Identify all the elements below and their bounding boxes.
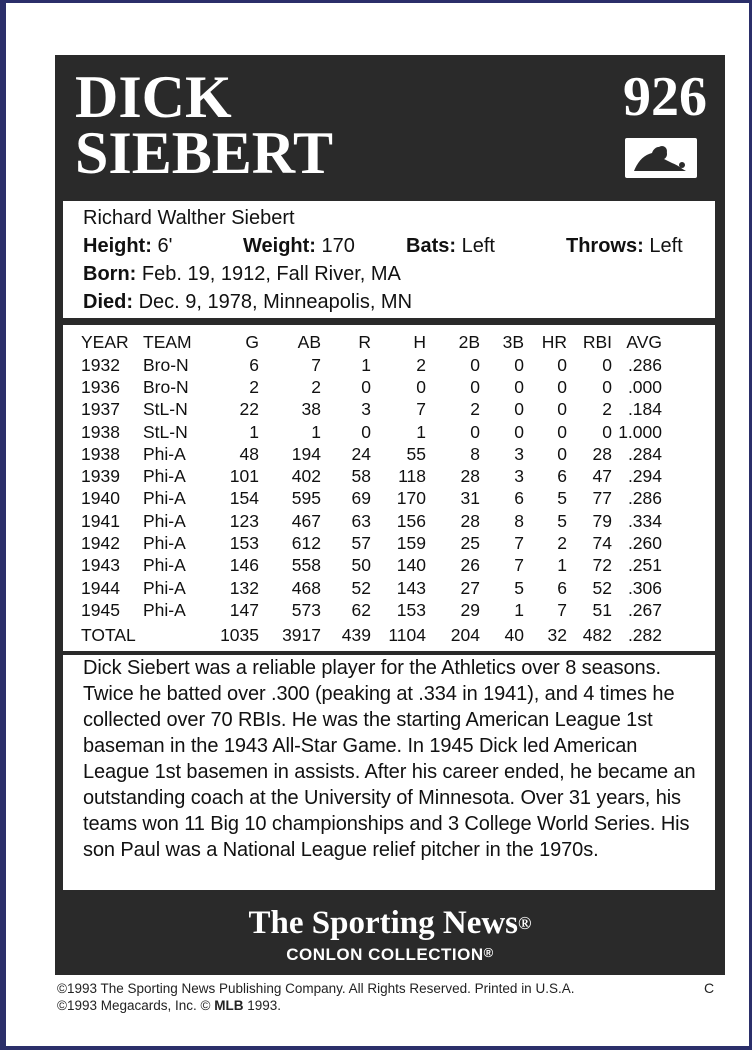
copyright-line-1: ©1993 The Sporting News Publishing Company. All Rights Reserved. Printed in U.S.A. (57, 981, 575, 996)
stats-cell: 1942 (81, 533, 120, 554)
stats-cell: 72 (592, 555, 612, 576)
stats-cell: 3 (514, 466, 524, 487)
stats-cell: 5 (557, 510, 567, 531)
totals-cell: 40 (504, 625, 524, 646)
born-row (83, 263, 401, 286)
stats-cell: 143 (396, 577, 426, 598)
stats-cell: 595 (291, 488, 321, 509)
career-description: Dick Siebert was a reliable player for the Athletics over 8 seasons. Twice he batted over .300 (peaking at .334 in 1941), and 4 times he collected over 70 RBIs. He was the starting American League 1st baseman in the 1943 All-Star Game. In 1945 Dick led American League 1st basemen in assists. After his career ended, he became an outstanding coach at the University of Minnesota. Over 31 years, his teams won 11 Big 10 championships and 3 College World Series. His son Paul was a National League relief pitcher in the 1970s. (83, 657, 696, 861)
table-row (81, 443, 662, 465)
stats-header-cell: 2B (458, 332, 480, 352)
stats-cell: Phi-A (143, 555, 186, 576)
stats-cell: 57 (351, 533, 371, 554)
conlon-collection-label: CONLON COLLECTION (286, 945, 484, 964)
stats-cell: 51 (592, 599, 612, 620)
stats-cell: 1944 (81, 577, 120, 598)
stats-cell: 1937 (81, 399, 120, 420)
registered-mark: ® (518, 913, 532, 933)
table-row (81, 421, 662, 443)
stats-cell: .306 (627, 577, 662, 598)
stats-cell: 69 (351, 488, 371, 509)
stats-cell: 194 (291, 443, 321, 464)
totals-cell: 1104 (388, 625, 426, 646)
stats-cell: 170 (396, 488, 426, 509)
print-code: C (704, 980, 715, 996)
stats-cell: 101 (229, 466, 259, 487)
stats-cell: 55 (406, 443, 426, 464)
stats-cell: 146 (229, 555, 259, 576)
height-label: Height: (83, 235, 152, 257)
stats-cell: 1938 (81, 443, 120, 464)
stats-cell: 153 (229, 533, 259, 554)
stats-header-cell: 3B (502, 332, 524, 352)
stats-cell: Phi-A (143, 577, 186, 598)
stats-header-cell: AVG (626, 332, 662, 352)
bio-panel (63, 201, 715, 318)
table-row (81, 599, 662, 621)
stats-cell: 0 (602, 376, 612, 397)
totals-cell: TOTAL (81, 625, 136, 646)
stats-cell: .334 (627, 510, 662, 531)
table-row (81, 555, 662, 577)
stats-cell: 0 (514, 399, 524, 420)
stats-cell: 50 (351, 555, 371, 576)
table-row (81, 577, 662, 599)
stats-cell: 3 (361, 399, 371, 420)
card-edge-bottom (0, 1046, 752, 1050)
stats-cell: 153 (396, 599, 426, 620)
stats-cell: 5 (514, 577, 524, 598)
died-row (83, 291, 412, 314)
stats-cell: 5 (557, 488, 567, 509)
stats-cell: 24 (351, 443, 371, 464)
stats-cell: .294 (627, 466, 662, 487)
stats-cell: 0 (470, 354, 480, 375)
stats-cell: 7 (514, 555, 524, 576)
stats-cell: 8 (514, 510, 524, 531)
stats-cell: Bro-N (143, 376, 189, 397)
stats-cell: Phi-A (143, 510, 186, 531)
card-edge-left (0, 0, 6, 1050)
conlon-collection (55, 945, 725, 965)
stats-cell: 1941 (81, 510, 120, 531)
mlb-logo-icon (625, 138, 697, 178)
stats-cell: 31 (460, 488, 480, 509)
stats-header-cell: AB (297, 332, 321, 352)
stats-cell: 2 (249, 376, 259, 397)
stats-cell: .267 (627, 599, 662, 620)
weight-label: Weight: (243, 235, 316, 257)
stats-cell: 0 (602, 421, 612, 442)
description-panel (63, 655, 715, 890)
stats-cell: 7 (311, 354, 321, 375)
totals-cell: 482 (582, 625, 612, 646)
stats-cell: StL-N (143, 399, 188, 420)
stats-cell: 0 (557, 376, 567, 397)
stats-cell: 0 (470, 421, 480, 442)
totals-cell: 32 (547, 625, 567, 646)
stats-cell: 2 (557, 533, 567, 554)
stats-cell: 2 (470, 399, 480, 420)
totals-cell: 439 (341, 625, 371, 646)
stats-cell: 6 (249, 354, 259, 375)
stats-cell: Phi-A (143, 599, 186, 620)
stats-cell: 402 (291, 466, 321, 487)
card-back (55, 55, 725, 975)
stats-cell: 1 (514, 599, 524, 620)
totals-cell (143, 622, 215, 647)
physical-row (83, 235, 698, 258)
stats-cell: 573 (291, 599, 321, 620)
mlb-mark: MLB (214, 998, 244, 1013)
stats-cell: 8 (470, 443, 480, 464)
died-value: Dec. 9, 1978, Minneapolis, MN (138, 291, 413, 313)
stats-cell: 0 (470, 376, 480, 397)
stats-cell: .251 (627, 555, 662, 576)
sporting-news-wordmark: The Sporting News (248, 905, 519, 941)
throws-label: Throws: (566, 235, 644, 257)
conlon-registered-mark: ® (483, 945, 494, 960)
died-label: Died: (83, 291, 133, 313)
totals-row (81, 622, 662, 647)
stats-cell: 1945 (81, 599, 120, 620)
stats-cell: 0 (602, 354, 612, 375)
totals-cell: .282 (627, 625, 662, 646)
stats-cell: 1 (557, 555, 567, 576)
stats-cell: 38 (301, 399, 321, 420)
player-name (75, 64, 334, 186)
stats-header-cell: TEAM (143, 332, 192, 352)
stats-cell: Phi-A (143, 443, 186, 464)
stats-cell: 52 (592, 577, 612, 598)
born-value: Feb. 19, 1912, Fall River, MA (141, 263, 401, 285)
stats-cell: 58 (351, 466, 371, 487)
stats-cell: 1943 (81, 555, 120, 576)
stats-header-cell: H (413, 332, 426, 352)
stats-cell: .284 (627, 443, 662, 464)
stats-cell: 118 (398, 466, 426, 487)
totals-cell: 3917 (282, 625, 321, 646)
stats-cell: 28 (592, 443, 612, 464)
table-row (81, 488, 662, 510)
table-row (81, 510, 662, 532)
stats-cell: 27 (460, 577, 480, 598)
stats-cell: .184 (627, 399, 662, 420)
stats-cell: 2 (602, 399, 612, 420)
stats-cell: 0 (514, 354, 524, 375)
stats-cell: 159 (396, 533, 426, 554)
stats-cell: 1940 (81, 488, 120, 509)
stats-cell: 0 (514, 421, 524, 442)
stats-cell: Phi-A (143, 466, 186, 487)
stats-cell: .000 (627, 376, 662, 397)
stats-table (81, 331, 662, 647)
stats-panel (63, 325, 715, 651)
stats-cell: 0 (557, 421, 567, 442)
stats-cell: 62 (351, 599, 371, 620)
stats-cell: 2 (311, 376, 321, 397)
stats-cell: 6 (557, 466, 567, 487)
stats-cell: 0 (361, 376, 371, 397)
stats-cell: .286 (627, 488, 662, 509)
stats-cell: .286 (627, 354, 662, 375)
player-first-name: DICK (75, 64, 232, 130)
stats-cell: 1 (416, 421, 426, 442)
stats-cell: 1 (361, 354, 371, 375)
stats-cell: 1938 (81, 421, 120, 442)
height-value: 6' (157, 235, 173, 257)
stats-cell: 2 (416, 354, 426, 375)
stats-cell: Bro-N (143, 354, 189, 375)
card-number: 926 (623, 66, 707, 128)
stats-cell: Phi-A (143, 533, 186, 554)
stats-cell: 6 (514, 488, 524, 509)
stats-cell: 1932 (81, 354, 120, 375)
bats-value: Left (461, 235, 495, 257)
stats-cell: 7 (514, 533, 524, 554)
totals-cell: 204 (450, 625, 480, 646)
stats-cell: 28 (460, 510, 480, 531)
stats-cell: 47 (592, 466, 612, 487)
stats-cell: 612 (291, 533, 321, 554)
table-row (81, 376, 662, 398)
stats-cell: 1 (311, 421, 321, 442)
stats-cell: 123 (229, 510, 259, 531)
stats-cell: 7 (557, 599, 567, 620)
sporting-news-logo (55, 905, 725, 941)
stats-header-cell: YEAR (81, 332, 129, 352)
stats-header-row (81, 331, 662, 354)
throws-value: Left (649, 235, 683, 257)
stats-cell: 156 (396, 510, 426, 531)
stats-cell: 48 (239, 443, 259, 464)
stats-cell: 0 (557, 443, 567, 464)
stats-cell: 52 (351, 577, 371, 598)
stats-header-cell: RBI (582, 332, 612, 352)
stats-cell: 29 (460, 599, 480, 620)
stats-cell: 147 (229, 599, 259, 620)
stats-cell: 28 (460, 466, 480, 487)
table-row (81, 465, 662, 487)
stats-cell: 140 (396, 555, 426, 576)
stats-cell: 558 (291, 555, 321, 576)
stats-cell: 79 (592, 510, 612, 531)
stats-cell: 74 (592, 533, 612, 554)
totals-cell: 1035 (220, 625, 259, 646)
stats-cell: .260 (627, 533, 662, 554)
stats-cell: 1939 (81, 466, 120, 487)
table-row (81, 532, 662, 554)
stats-cell: 7 (416, 399, 426, 420)
stats-header-cell: G (245, 332, 259, 352)
full-name: Richard Walther Siebert (83, 207, 295, 229)
player-last-name: SIEBERT (75, 120, 334, 186)
stats-cell: 0 (557, 354, 567, 375)
stats-cell: 63 (351, 510, 371, 531)
stats-cell: 0 (361, 421, 371, 442)
card-edge-top (0, 0, 752, 3)
born-label: Born: (83, 263, 137, 285)
stats-cell: 1.000 (618, 421, 662, 442)
stats-cell: 467 (291, 510, 321, 531)
copyright-notice (57, 980, 574, 1014)
stats-cell: 26 (460, 555, 480, 576)
stats-cell: 77 (592, 488, 612, 509)
copyright-line-2: ©1993 Megacards, Inc. © MLB 1993. (57, 998, 282, 1013)
stats-cell: 6 (557, 577, 567, 598)
stats-cell: 1 (249, 421, 259, 442)
stats-cell: 25 (460, 533, 480, 554)
stats-cell: 22 (239, 399, 259, 420)
table-row (81, 399, 662, 421)
stats-cell: StL-N (143, 421, 188, 442)
stats-header-cell: R (358, 332, 371, 352)
stats-cell: 3 (514, 443, 524, 464)
stats-cell: 0 (416, 376, 426, 397)
bats-label: Bats: (406, 235, 457, 257)
stats-cell: Phi-A (143, 488, 186, 509)
stats-header-cell: HR (541, 332, 567, 352)
stats-cell: 0 (557, 399, 567, 420)
stats-cell: 468 (291, 577, 321, 598)
stats-cell: 154 (229, 488, 259, 509)
table-row (81, 354, 662, 376)
stats-cell: 1936 (81, 376, 120, 397)
stats-cell: 132 (229, 577, 259, 598)
weight-value: 170 (321, 235, 355, 257)
stats-body (81, 354, 662, 647)
stats-cell: 0 (514, 376, 524, 397)
